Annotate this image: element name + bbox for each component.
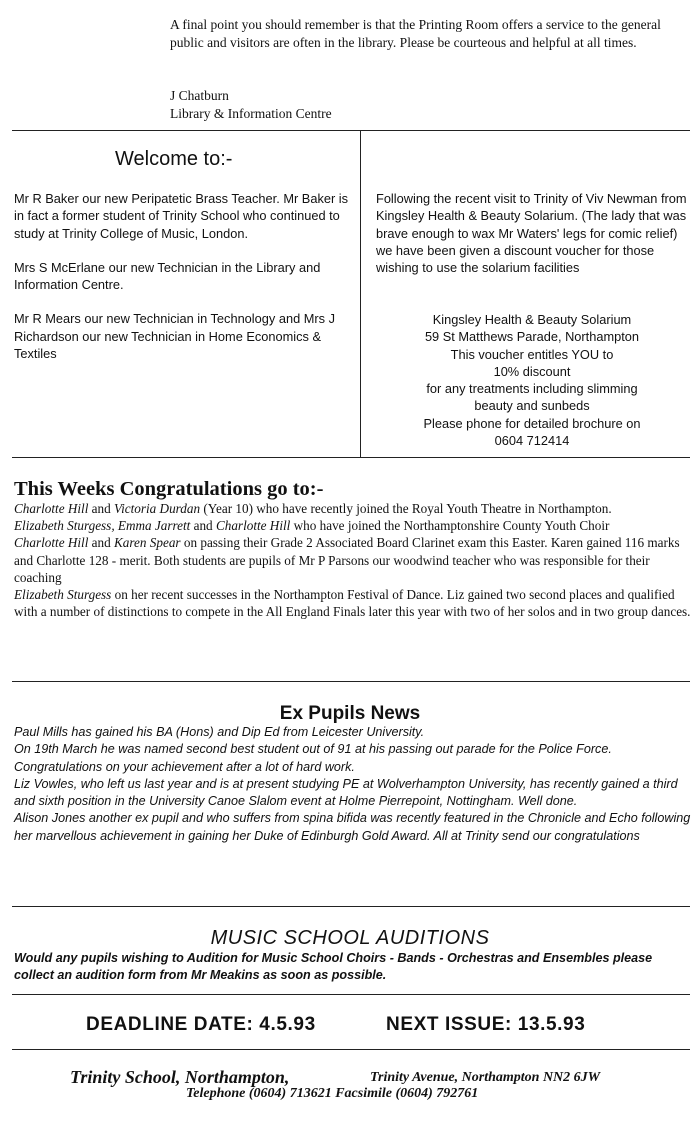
ex-pupils-title: Ex Pupils News bbox=[279, 703, 421, 724]
voucher-line: 10% discount bbox=[493, 363, 571, 379]
divider-music bbox=[12, 994, 690, 995]
school-address: Trinity Avenue, Northampton NN2 6JW bbox=[370, 1070, 601, 1085]
congrats-entry bbox=[14, 500, 694, 517]
voucher-phone: 0604 712414 bbox=[494, 433, 570, 449]
conjunction: and bbox=[190, 518, 216, 534]
voucher-line: Kingsley Health & Beauty Solarium bbox=[432, 312, 632, 327]
divider-expupils bbox=[12, 906, 690, 907]
voucher-line: Please phone for detailed brochure on bbox=[423, 415, 641, 431]
voucher-line: 59 St Matthews Parade, Northampton bbox=[424, 329, 640, 345]
music-school-text: Would any pupils wishing to Audition for Music School Choirs - Bands - Orchestras and Ensembles please collect an audition form from Mr Meakins as soon as possible. bbox=[14, 951, 653, 983]
voucher-line: This voucher entitles YOU to bbox=[450, 346, 614, 362]
student-names: Charlotte Hill bbox=[14, 501, 89, 516]
welcome-item-baker: Mr R Baker our new Peripatetic Brass Teacher. Mr Baker is in fact a former student of Trinity School who continued to study at Trinity College of Music, London. bbox=[14, 191, 349, 241]
student-names: Charlotte Hill bbox=[215, 518, 291, 534]
voucher-line: beauty and sunbeds bbox=[474, 398, 590, 414]
divider-welcome bbox=[12, 457, 690, 458]
promo-text: Following the recent visit to Trinity of Viv Newman from Kingsley Health & Beauty Solarium. (The lady that was brave enough to wax Mr Waters' legs for comic relief) we have been given a discount voucher for those wishing to use the solarium facilities bbox=[376, 191, 687, 276]
divider-dates bbox=[12, 1049, 690, 1050]
student-names: Karen Spear bbox=[114, 535, 181, 551]
news-paragraph: Liz Vowles, who left us last year and is at present studying PE at Wolverhampton University, has recently gained a third and sixth position in the University Canoe Slalom event at Holme Pierrepoint, Nottingham. Well done. bbox=[14, 776, 678, 809]
entry-text: on her recent successes in the Northampton Festival of Dance. Liz gained two second places and qualified with a number of distinctions to compete in the All England Finals later this year with two of her solos and in two group dances. bbox=[14, 587, 691, 620]
signature-department: Library & Information Centre bbox=[170, 106, 332, 121]
student-names: Charlotte Hill bbox=[14, 535, 89, 551]
next-issue-date: NEXT ISSUE: 13.5.93 bbox=[386, 1014, 586, 1035]
divider-congrats bbox=[12, 681, 690, 682]
music-school-notice bbox=[14, 950, 694, 985]
ex-pupils-news bbox=[14, 724, 694, 845]
congratulations-list bbox=[14, 500, 694, 620]
voucher-line: for any treatments including slimming bbox=[426, 381, 638, 397]
solarium-promo bbox=[376, 190, 690, 276]
intro-paragraph: A final point you should remember is that the Printing Room offers a service to the general public and visitors are often in the library. Please be courteous and helpful at all times. bbox=[170, 17, 661, 50]
student-names: Elizabeth Sturgess bbox=[14, 587, 112, 603]
discount-voucher bbox=[372, 311, 692, 449]
divider-top bbox=[12, 130, 690, 131]
entry-text: who have joined the Northamptonshire County Youth Choir bbox=[290, 518, 610, 534]
entry-text: (Year 10) who have recently joined the Royal Youth Theatre in Northampton. bbox=[200, 501, 612, 516]
news-paragraph: On 19th March he was named second best student out of 91 at his passing out parade for the Police Force. Congratulations on your achievement after a lot of hard work. bbox=[14, 742, 612, 774]
school-contact: Telephone (0604) 713621 Facsimile (0604) 792761 bbox=[186, 1086, 479, 1101]
welcome-title: Welcome to:- bbox=[115, 148, 233, 170]
music-school-title: MUSIC SCHOOL AUDITIONS bbox=[210, 927, 490, 949]
student-names: Elizabeth Sturgess, Emma Jarrett bbox=[14, 518, 191, 534]
intro-notice bbox=[170, 16, 670, 52]
column-divider bbox=[360, 130, 361, 457]
congratulations-title: This Weeks Congratulations go to:- bbox=[14, 478, 324, 500]
school-name: Trinity School, Northampton, bbox=[70, 1067, 290, 1087]
conjunction: and bbox=[88, 501, 115, 516]
congrats-entry bbox=[14, 517, 694, 534]
congrats-entry bbox=[14, 586, 694, 620]
conjunction: and bbox=[88, 535, 115, 551]
signature-name: J Chatburn bbox=[170, 88, 229, 103]
welcome-list bbox=[14, 190, 356, 379]
news-paragraph: Alison Jones another ex pupil and who suffers from spina bifida was recently featured in the Chronicle and Echo following her marvellous achievement in gaining her Duke of Edinburgh Gold Award. All at Trinity send our congratulations bbox=[14, 811, 691, 843]
news-paragraph: Paul Mills has gained his BA (Hons) and Dip Ed from Leicester University. bbox=[14, 725, 425, 739]
welcome-item-mears: Mr R Mears our new Technician in Technology and Mrs J Richardson our new Technician in Home Economics & Textiles bbox=[14, 311, 336, 362]
deadline-date: DEADLINE DATE: 4.5.93 bbox=[86, 1014, 316, 1035]
signature-block bbox=[170, 87, 332, 123]
congrats-entry bbox=[14, 534, 694, 586]
student-names: Victoria Durdan bbox=[114, 501, 201, 516]
entry-text: on passing their Grade 2 Associated Board Clarinet exam this Easter. Karen gained 116 marks and Charlotte 128 - merit. Both students are pupils of Mr P Parsons our woodwind teacher who was responsible for their coaching bbox=[14, 535, 680, 585]
welcome-item-mcerlane: Mrs S McErlane our new Technician in the Library and Information Centre. bbox=[14, 259, 321, 293]
